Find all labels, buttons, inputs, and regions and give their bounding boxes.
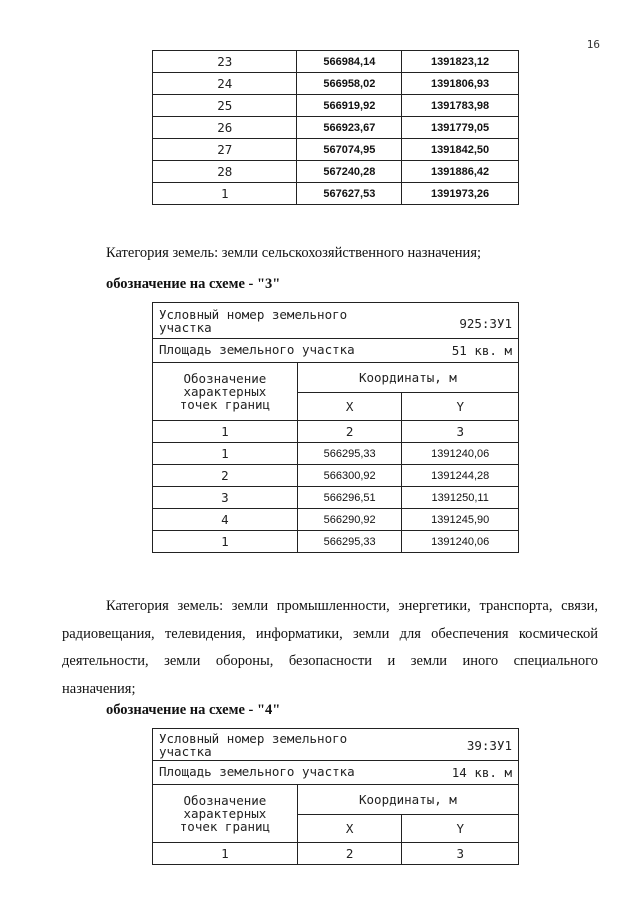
parcel-table-3 [152,302,519,553]
point-cell: 27 [153,139,297,161]
point-cell: 3 [153,487,298,509]
table-row [153,139,519,161]
point-cell: 28 [153,161,297,183]
x-coordinate-cell: 567627,53 [297,183,402,205]
parcel-area-row [153,761,519,785]
x-coordinate-cell: 567074,95 [297,139,402,161]
x-coordinate-cell: 566295,33 [297,531,402,553]
parcel-area-label: Площадь земельного участка [159,342,355,357]
point-cell: 26 [153,117,297,139]
x-coordinate-cell: 566923,67 [297,117,402,139]
y-coordinate-cell: 1391806,93 [402,73,519,95]
land-category-text-2: Категория земель: земли промышленности, энергетики, транспорта, связи, радиовещания, телевидения, информатики, земли для обеспечения космической деятельности, земли обороны, безопасности и земли иного специального назначения; [62,598,598,697]
point-cell: 2 [153,465,298,487]
parcel-number-label: Условный номер земельного участка [159,730,348,759]
scheme-designation-heading-2: обозначение на схеме - "4" [106,702,281,718]
column-number: 2 [297,421,402,443]
land-category-text: Категория земель: земли сельскохозяйственного назначения; [106,245,482,261]
x-column-header: X [297,393,402,421]
parcel-number-row [153,303,519,339]
table-row [153,95,519,117]
point-cell: 23 [153,51,297,73]
x-coordinate-cell: 567240,28 [297,161,402,183]
parcel-area-row [153,339,519,363]
x-coordinate-cell: 566984,14 [297,51,402,73]
coordinates-header: Координаты, м [297,785,518,815]
y-coordinate-cell: 1391240,06 [402,443,519,465]
boundary-points-header: Обозначение характерных точек границ [153,785,298,843]
point-cell: 4 [153,509,298,531]
y-column-header: Y [402,393,519,421]
point-cell: 25 [153,95,297,117]
x-coordinate-cell: 566290,92 [297,509,402,531]
table-row [153,161,519,183]
x-coordinate-cell: 566300,92 [297,465,402,487]
column-number: 3 [402,421,519,443]
parcel-number-label: Условный номер земельного участка [159,306,348,335]
column-number: 2 [297,843,402,865]
y-coordinate-cell: 1391823,12 [402,51,519,73]
parcel-area-value: 51 кв. м [451,343,512,358]
y-coordinate-cell: 1391783,98 [402,95,519,117]
table-row [153,531,519,553]
point-cell: 1 [153,531,298,553]
table-row [153,117,519,139]
coordinates-header: Координаты, м [297,363,518,393]
y-column-header: Y [402,815,519,843]
y-coordinate-cell: 1391240,06 [402,531,519,553]
point-cell: 1 [153,443,298,465]
table-row [153,487,519,509]
table-row [153,183,519,205]
parcel-number-value: 39:ЗУ1 [466,737,512,753]
page-number: 16 [586,38,600,51]
x-coordinate-cell: 566919,92 [297,95,402,117]
y-coordinate-cell: 1391245,90 [402,509,519,531]
table-row [153,443,519,465]
parcel-number-value: 925:ЗУ1 [459,315,512,331]
y-coordinate-cell: 1391779,05 [402,117,519,139]
scheme-designation-heading: обозначение на схеме - "3" [106,276,281,292]
table-row [153,465,519,487]
parcel-number-row [153,729,519,761]
x-coordinate-cell: 566296,51 [297,487,402,509]
parcel-area-label: Площадь земельного участка [159,764,355,779]
y-coordinate-cell: 1391250,11 [402,487,519,509]
column-number: 1 [153,421,298,443]
coordinates-table-continuation [152,50,519,205]
column-number: 3 [402,843,519,865]
point-cell: 24 [153,73,297,95]
table-row [153,73,519,95]
column-number: 1 [153,843,298,865]
y-coordinate-cell: 1391244,28 [402,465,519,487]
boundary-points-header: Обозначение характерных точек границ [153,363,298,421]
x-coordinate-cell: 566295,33 [297,443,402,465]
y-coordinate-cell: 1391842,50 [402,139,519,161]
table-row [153,509,519,531]
y-coordinate-cell: 1391886,42 [402,161,519,183]
parcel-table-4 [152,728,519,865]
x-column-header: X [297,815,402,843]
x-coordinate-cell: 566958,02 [297,73,402,95]
point-cell: 1 [153,183,297,205]
parcel-area-value: 14 кв. м [451,765,512,780]
y-coordinate-cell: 1391973,26 [402,183,519,205]
table-row [153,51,519,73]
